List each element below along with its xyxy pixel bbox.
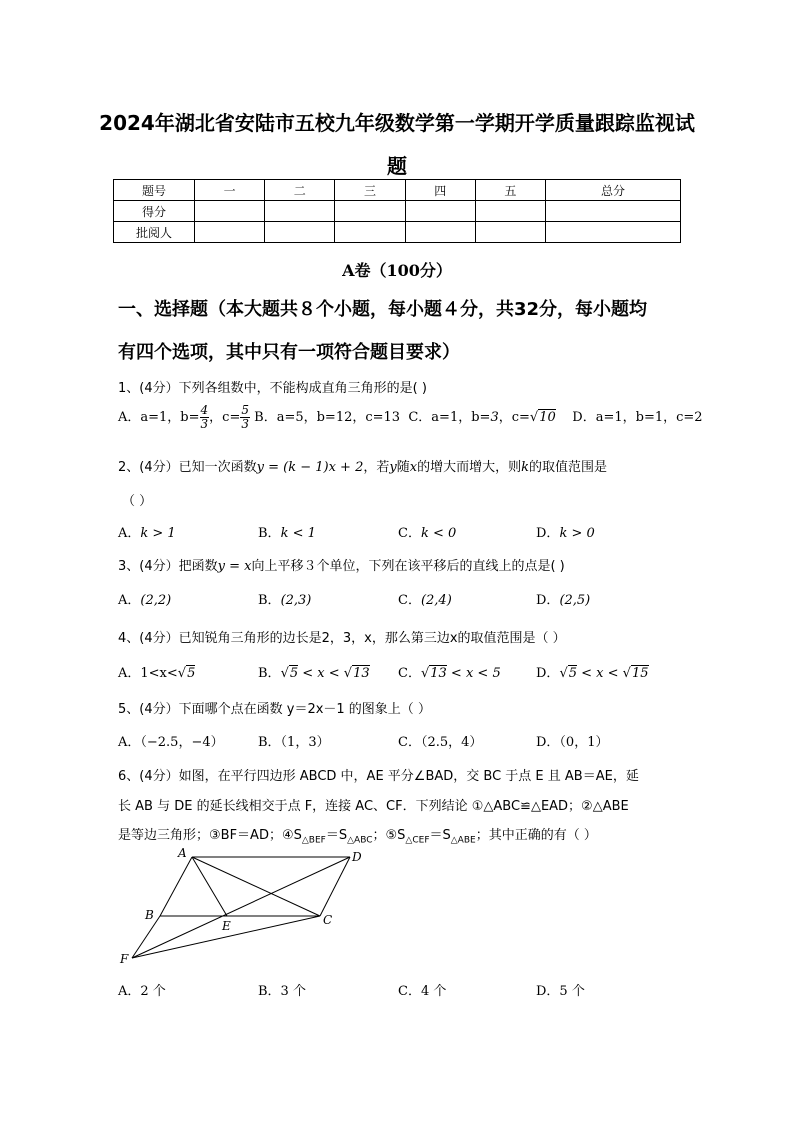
q1-a-num: 4: [200, 403, 209, 417]
q2-stem: [118, 456, 607, 475]
q1-c-mid: ，c=: [498, 410, 530, 425]
q4-b-radicand: 5: [289, 666, 299, 681]
q1-a-den2: 3: [241, 417, 249, 431]
score-header-cell: 四: [405, 180, 475, 201]
q2-d-label: D．: [536, 526, 560, 541]
q2-c-math: k < 0: [420, 526, 457, 541]
q3-option-b[interactable]: [258, 589, 311, 608]
score-header-cell: 题号: [114, 180, 195, 201]
q6-sub-abc: △ABC: [347, 835, 373, 846]
q2-var-y: y: [389, 460, 397, 475]
score-row-label: 得分: [114, 201, 195, 222]
q4-b-mid: < x <: [298, 666, 344, 681]
segment-ae: [192, 857, 227, 916]
score-cell[interactable]: [335, 201, 405, 222]
q6-line3-pre: 是等边三角形；③BF＝AD；④S: [118, 828, 302, 843]
q6-option-c[interactable]: C．4 个: [398, 984, 447, 999]
doc-title-line2: 题: [387, 154, 407, 178]
q4-c-label: C．: [398, 666, 421, 681]
q1-c-text: C．a=1，b=: [408, 410, 491, 425]
score-header-cell: 总分: [546, 180, 681, 201]
q3-function: y = x: [217, 559, 252, 574]
q3-stem-pre: 3、(4分）把函数: [118, 559, 218, 574]
q6-stem-line2: 长 AB 与 DE 的延长线相交于点 F，连接 AC、CF．下列结论 ①△ABC≌△EAD；②△ABE: [118, 799, 629, 814]
q2-b-math: k < 1: [280, 526, 316, 541]
section1-heading-line1: 一、选择题（本大题共８个小题，每小题４分，共32分，每小题均: [118, 299, 648, 320]
q5-option-a[interactable]: A．（−2.5，−4）: [118, 735, 224, 750]
point-label-d: D: [352, 850, 362, 864]
q6-stem-line1: 6、(4分）如图，在平行四边形 ABCD 中，AE 平分∠BAD，交 BC 于点 E 且 AB＝AE，延: [118, 769, 639, 784]
q2-c-label: C．: [398, 526, 421, 541]
q3-b-math: (2,3): [280, 593, 312, 608]
q1-a-den: 3: [200, 417, 209, 431]
q2-option-a[interactable]: [118, 522, 176, 541]
q4-b-label: B．: [258, 666, 281, 681]
score-cell[interactable]: [265, 201, 335, 222]
q6-eq1: ＝S: [325, 828, 348, 843]
q1-c-radicand: 10: [539, 410, 556, 425]
q2-a-math: k > 1: [140, 526, 176, 541]
q3-option-c[interactable]: [398, 589, 452, 608]
q6-sep: ；⑤S: [372, 828, 406, 843]
q6-option-d[interactable]: D．5 个: [536, 984, 585, 999]
q2-a-label: A．: [118, 526, 141, 541]
q2-stem-mid3: 的增大而增大，则: [417, 460, 522, 475]
q3-stem-post: 向上平移３个单位，下列在该平移后的直线上的点是( ): [251, 559, 565, 574]
q3-option-d[interactable]: [536, 589, 590, 608]
q2-answer-paren: （ ）: [122, 494, 153, 509]
q4-option-b[interactable]: B．√5 < x < √13: [258, 666, 370, 681]
q1-option-b[interactable]: B．a=5，b=12，c=13: [254, 410, 401, 425]
q1-stem: 1、(4分）下列各组数中，不能构成直角三角形的是( ): [118, 381, 427, 396]
q6-option-a[interactable]: A．2 个: [118, 984, 166, 999]
q1-a-fraction: [200, 404, 210, 431]
volume-title: A卷（100分）: [342, 261, 452, 280]
q4-d-mid: < x <: [577, 666, 623, 681]
score-cell[interactable]: [195, 201, 265, 222]
q1-option-a[interactable]: [118, 403, 254, 431]
q1-a-text: A．a=1，b=: [118, 410, 200, 425]
q6-sub-bef: △BEF: [301, 835, 326, 846]
q3-a-label: A．: [118, 593, 141, 608]
section1-heading-line2: 有四个选项，其中只有一项符合题目要求）: [118, 342, 460, 363]
q2-d-math: k > 0: [559, 526, 595, 541]
q1-c-b: 3: [490, 410, 499, 425]
q4-a-radicand: 5: [187, 666, 196, 681]
q4-option-d[interactable]: D．√5 < x < √15: [536, 666, 649, 681]
score-table-row: [114, 201, 681, 222]
score-cell[interactable]: [265, 222, 335, 243]
q4-a-label: A．1<x<: [118, 666, 178, 681]
point-label-a: A: [178, 846, 187, 860]
q1-option-c[interactable]: C．a=1，b=3，c=√10: [408, 410, 556, 425]
q3-b-label: B．: [258, 593, 281, 608]
q6-line3-post: ；其中正确的有（ ）: [475, 828, 597, 843]
score-cell[interactable]: [546, 201, 681, 222]
q4-d-radicand: 5: [568, 666, 578, 681]
score-header-cell: 五: [475, 180, 545, 201]
q6-geometry-figure: [112, 845, 372, 970]
q3-c-label: C．: [398, 593, 421, 608]
q4-option-c[interactable]: C．√13 < x < 5: [398, 666, 501, 681]
score-cell[interactable]: [335, 222, 405, 243]
q5-option-d[interactable]: D．（0，1）: [536, 735, 609, 750]
q3-d-label: D．: [536, 593, 560, 608]
q2-stem-pre: 2、(4分）已知一次函数: [118, 460, 257, 475]
segment-ac: [192, 857, 320, 916]
q6-eq2: ＝S: [429, 828, 451, 843]
q3-a-math: (2,2): [140, 593, 172, 608]
q3-d-math: (2,5): [559, 593, 591, 608]
q2-option-b[interactable]: [258, 522, 316, 541]
doc-title-line1: 2024年湖北省安陆市五校九年级数学第一学期开学质量跟踪监视试: [99, 111, 695, 135]
score-cell[interactable]: [195, 222, 265, 243]
score-table: [113, 179, 681, 243]
point-label-b: B: [145, 908, 154, 922]
q1-a-num2: 5: [241, 403, 249, 417]
q2-stem-mid2: 随: [396, 460, 410, 475]
point-label-c: C: [323, 913, 333, 927]
score-cell[interactable]: [405, 201, 475, 222]
q2-option-d[interactable]: [536, 522, 595, 541]
q1-a-mid: ，c=: [209, 410, 241, 425]
score-cell[interactable]: [405, 222, 475, 243]
q3-option-a[interactable]: [118, 589, 171, 608]
q5-option-b[interactable]: B．（1，3）: [258, 735, 330, 750]
q6-sub-cef: △CEF: [405, 835, 430, 846]
q1-options: [118, 404, 703, 431]
q2-var-k: k: [521, 460, 529, 475]
q4-b-radicand2: 13: [353, 666, 370, 681]
score-table-row: [114, 222, 681, 243]
q5-stem: 5、(4分）下面哪个点在函数 y＝2x－1 的图象上（ ）: [118, 702, 431, 717]
point-label-e: E: [222, 919, 231, 933]
score-cell[interactable]: [475, 201, 545, 222]
q2-option-c[interactable]: [398, 522, 456, 541]
score-cell[interactable]: [475, 222, 545, 243]
q1-option-d[interactable]: D．a=1，b=1，c=2: [572, 410, 703, 425]
q4-c-mid: < x < 5: [446, 666, 501, 681]
q1-a-fraction2: [240, 404, 250, 431]
score-cell[interactable]: [546, 222, 681, 243]
q3-c-math: (2,4): [420, 593, 452, 608]
q4-c-radicand: 13: [430, 666, 447, 681]
q2-var-x: x: [409, 460, 418, 475]
q2-function: y = (k − 1)x + 2: [256, 460, 364, 475]
score-table-header-row: [114, 180, 681, 201]
segment-ab: [160, 857, 192, 916]
q5-option-c[interactable]: C．（2.5，4）: [398, 735, 483, 750]
q2-stem-post: 的取值范围是: [528, 460, 607, 475]
score-header-cell: 一: [195, 180, 265, 201]
q6-option-b[interactable]: B．3 个: [258, 984, 306, 999]
q6-stem-line3: [118, 824, 597, 846]
score-row-label: 批阅人: [114, 222, 195, 243]
point-label-f: F: [120, 952, 129, 966]
score-header-cell: 二: [265, 180, 335, 201]
q2-b-label: B．: [258, 526, 281, 541]
q3-stem: [118, 555, 565, 574]
segment-dc: [320, 857, 350, 916]
score-header-cell: 三: [335, 180, 405, 201]
q4-d-radicand2: 15: [631, 666, 649, 681]
q4-option-a[interactable]: A．1<x<√5: [118, 666, 196, 681]
q2-stem-mid: ，若: [363, 460, 390, 475]
q4-stem: 4、(4分）已知锐角三角形的边长是2，3，x，那么第三边x的取值范围是（ ）: [118, 631, 566, 646]
q4-d-label: D．: [536, 666, 560, 681]
q6-sub-abe: △ABE: [450, 835, 476, 846]
